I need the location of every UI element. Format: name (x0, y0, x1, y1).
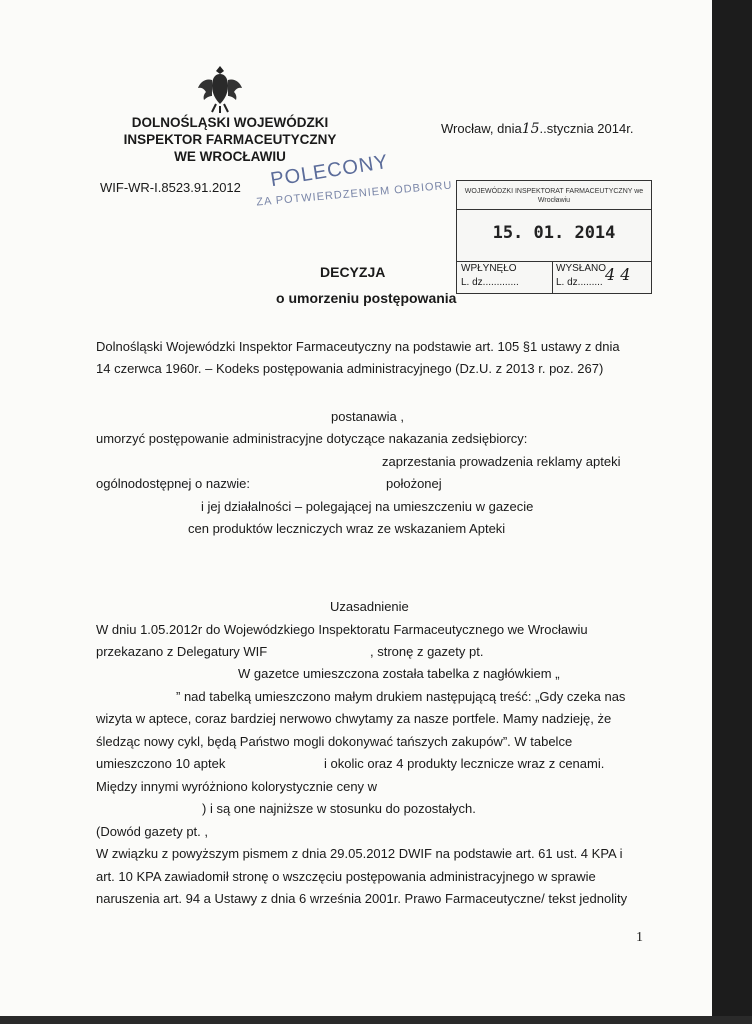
eagle-emblem-icon (196, 62, 244, 114)
outgoing-label: WYSŁANO (556, 263, 607, 274)
justification-heading: Uzasadnienie (330, 599, 409, 614)
justification-line-8: Między innymi wyróżniono kolorystycznie ceny w (96, 779, 378, 794)
decision-subtitle: o umorzeniu postępowania (276, 290, 457, 306)
registered-stamp: POLECONY (268, 150, 391, 192)
justification-line-5: wizyta w aptece, coraz bardziej nerwowo chwytamy za nasze portfele. Mamy nadzieję, że (96, 711, 612, 726)
justification-line-10: (Dowód gazety pt. , (96, 824, 208, 839)
incoming-entry-no: L. dz............. (461, 277, 519, 288)
place-date (441, 121, 633, 137)
incoming-label: WPŁYNĘŁO (461, 263, 517, 274)
justification-p2-line-2: art. 10 KPA zawiadomił stronę o wszczęciu postępowania administracyjnego w sprawie (96, 869, 596, 884)
decision-line-5: cen produktów leczniczych wraz ze wskazaniem Apteki (188, 521, 506, 536)
receipt-stamp-header: WOJEWÓDZKI INSPEKTORAT FARMACEUTYCZNY we Wrocławiu (464, 188, 644, 204)
justification-p2-line-3: naruszenia art. 94 a Ustawy z dnia 6 września 2001r. Prawo Farmaceutyczne/ tekst jednolity (96, 891, 628, 906)
scan-edge-bottom (0, 1016, 752, 1024)
decision-heading: postanawia , (331, 409, 404, 424)
decision-line-2: zaprzestania prowadzenia reklamy apteki (382, 454, 621, 469)
scan-edge-right (712, 0, 752, 1024)
place-date-suffix: ..stycznia 2014r. (539, 121, 634, 136)
handwritten-entry-no: 4 4 (605, 265, 631, 284)
decision-title: DECYZJA (320, 264, 386, 280)
decision-line-4: i jej działalności – polegającej na umieszczeniu w gazecie (201, 499, 534, 514)
place-date-prefix: Wrocław, dnia (441, 121, 522, 136)
justification-line-3: W gazetce umieszczona została tabelka z nagłówkiem „ (238, 666, 560, 681)
outgoing-entry-no: L. dz......... (556, 277, 603, 288)
receipt-stamp-date: 15. 01. 2014 (492, 223, 616, 243)
receipt-stamp (456, 180, 652, 294)
decision-line-3a: ogólnodostępnej o nazwie: (96, 476, 250, 491)
justification-line-9: ) i są one najniższe w stosunku do pozostałych. (202, 801, 476, 816)
issuer-line-3: WE WROCŁAWIU (174, 149, 286, 164)
decision-line-3b: położonej (386, 476, 442, 491)
justification-line-6: śledząc nowy cykl, będą Państwo mogli dokonywać tańszych zakupów”. W tabelce (96, 734, 573, 749)
page-number: 1 (636, 930, 643, 945)
justification-line-1: W dniu 1.05.2012r do Wojewódzkiego Inspektoratu Farmaceutycznego we Wrocławiu (96, 622, 588, 637)
intro-line-1: Dolnośląski Wojewódzki Inspektor Farmaceutyczny na podstawie art. 105 §1 ustawy z dnia (96, 339, 620, 354)
issuer-header (100, 114, 360, 165)
justification-line-2b: , stronę z gazety pt. (370, 644, 484, 659)
justification-line-7a: umieszczono 10 aptek (96, 756, 226, 771)
intro-line-2: 14 czerwca 1960r. – Kodeks postępowania administracyjnego (Dz.U. z 2013 r. poz. 267) (96, 361, 604, 376)
decision-line-1: umorzyć postępowanie administracyjne dotyczące nakazania zedsiębiorcy: (96, 431, 528, 446)
justification-line-2a: przekazano z Delegatury WIF (96, 644, 268, 659)
issuer-line-1: DOLNOŚLĄSKI WOJEWÓDZKI (131, 115, 329, 130)
issuer-line-2: INSPEKTOR FARMACEUTYCZNY (123, 132, 337, 147)
justification-p2-line-1: W związku z powyższym pismem z dnia 29.05.2012 DWIF na podstawie art. 61 ust. 4 KPA i (96, 846, 623, 861)
place-date-day: 15 (521, 121, 540, 137)
justification-line-7b: i okolic oraz 4 produkty lecznicze wraz z cenami. (324, 756, 605, 771)
justification-line-4: ” nad tabelką umieszczono małym drukiem następującą treść: „Gdy czeka nas (176, 689, 626, 704)
registered-stamp-sub: ZA POTWIERDZENIEM ODBIORU (255, 179, 453, 209)
case-number: WIF-WR-I.8523.91.2012 (100, 180, 241, 195)
